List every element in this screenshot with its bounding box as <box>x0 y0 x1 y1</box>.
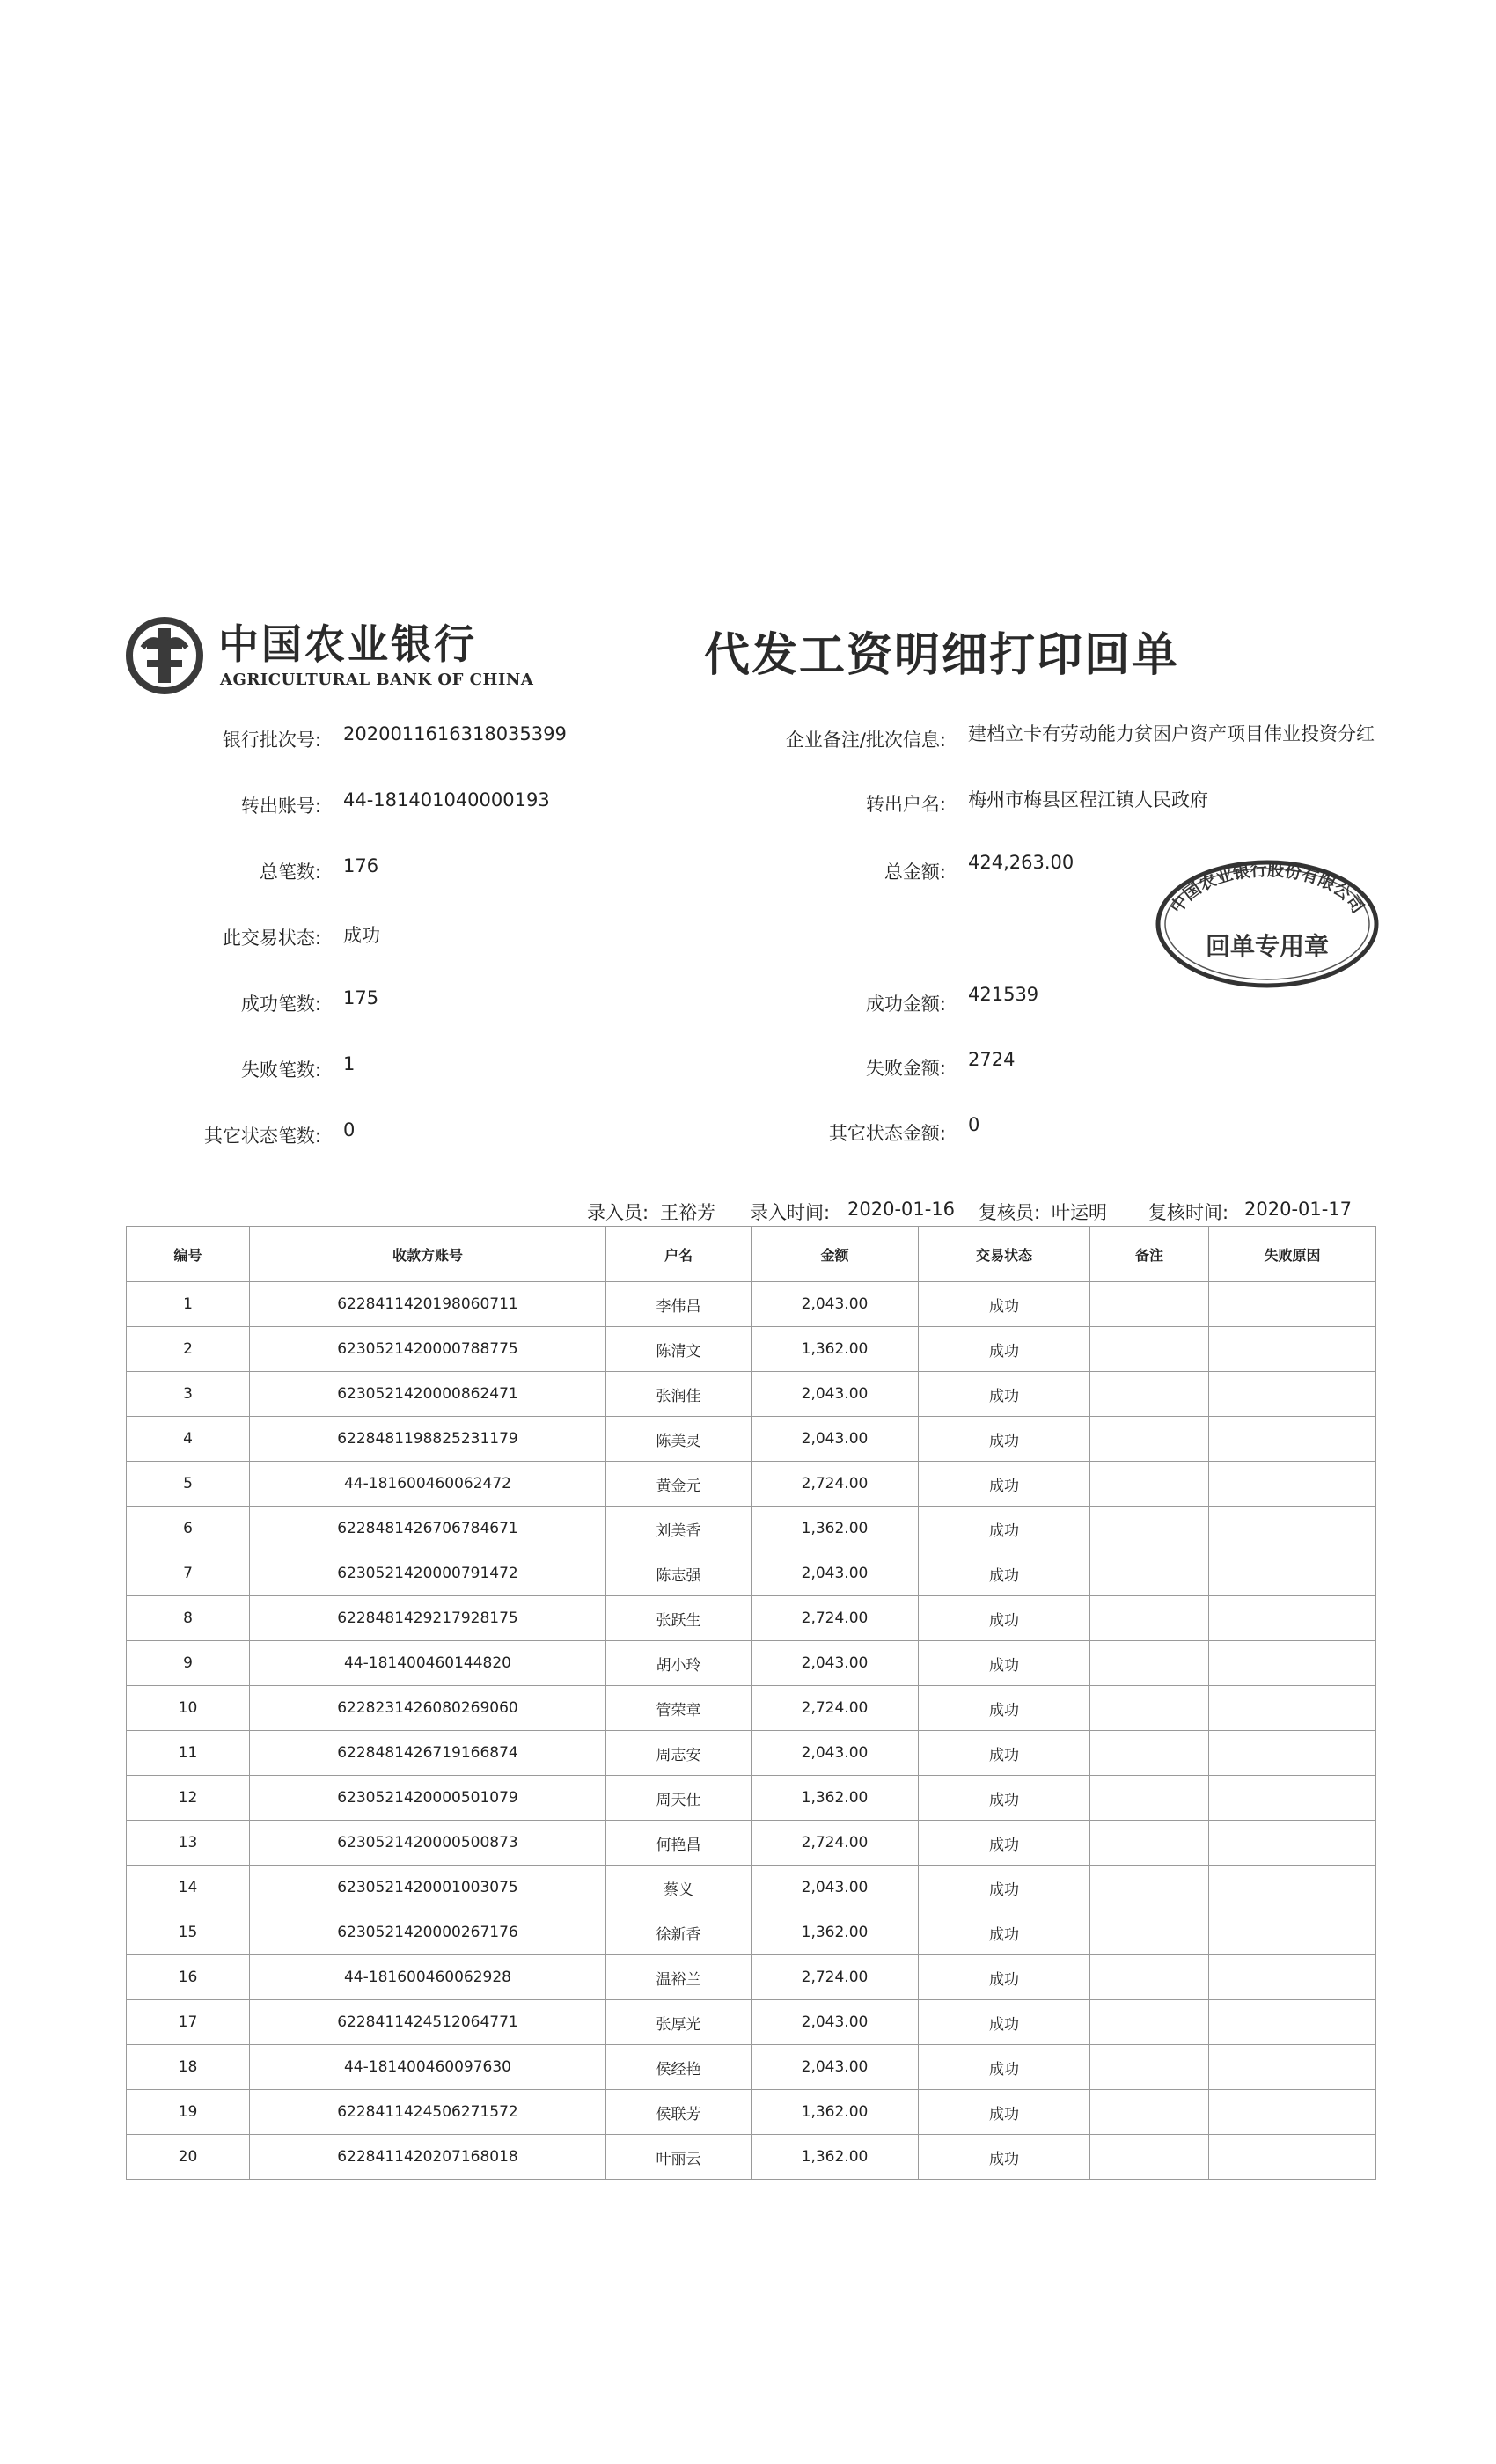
cell-remark <box>1090 1686 1209 1731</box>
table-row <box>127 1462 1376 1507</box>
cell-status: 成功 <box>919 2135 1090 2180</box>
cell-amount: 1,362.00 <box>752 1507 919 1551</box>
cell-status: 成功 <box>919 1910 1090 1955</box>
cell-account: 44-181600460062472 <box>250 1462 606 1507</box>
table-row <box>127 1507 1376 1551</box>
fail-amount-value: 2724 <box>968 1049 1016 1070</box>
cell-status: 成功 <box>919 1821 1090 1866</box>
cell-account: 44-181600460062928 <box>250 1955 606 2000</box>
cell-remark <box>1090 1641 1209 1686</box>
cell-fail-reason <box>1209 1596 1376 1641</box>
cell-amount: 2,043.00 <box>752 2045 919 2090</box>
cell-status: 成功 <box>919 1731 1090 1776</box>
batch-no-value: 2020011616318035399 <box>343 723 567 744</box>
cell-amount: 2,043.00 <box>752 1866 919 1910</box>
cell-amount: 2,043.00 <box>752 1417 919 1462</box>
cell-number: 9 <box>127 1641 250 1686</box>
table-row <box>127 1686 1376 1731</box>
review-label: 复核员: <box>979 1202 1041 1223</box>
cell-remark <box>1090 1372 1209 1417</box>
cell-number: 10 <box>127 1686 250 1731</box>
cell-account: 6230521420000791472 <box>250 1551 606 1596</box>
cell-status: 成功 <box>919 1462 1090 1507</box>
table-row <box>127 1327 1376 1372</box>
table-header-row <box>127 1227 1376 1282</box>
status-label: 此交易状态: <box>222 928 321 949</box>
status-value: 成功 <box>343 925 380 946</box>
cell-number: 13 <box>127 1821 250 1866</box>
bank-name-cn: 中国农业银行 <box>218 620 477 668</box>
success-amount-label: 成功金额: <box>865 994 946 1015</box>
fail-amount-label: 失败金额: <box>865 1058 946 1079</box>
cell-fail-reason <box>1209 1955 1376 2000</box>
out-account-label: 转出账号: <box>240 796 321 817</box>
cell-number: 4 <box>127 1417 250 1462</box>
cell-fail-reason <box>1209 1551 1376 1596</box>
cell-fail-reason <box>1209 1866 1376 1910</box>
cell-amount: 2,043.00 <box>752 1372 919 1417</box>
cell-fail-reason <box>1209 2135 1376 2180</box>
bank-logo <box>125 616 534 695</box>
bank-name-en: AGRICULTURAL BANK OF CHINA <box>220 671 534 689</box>
fail-count-value: 1 <box>343 1053 356 1074</box>
cell-fail-reason <box>1209 1462 1376 1507</box>
cell-remark <box>1090 1910 1209 1955</box>
cell-name: 蔡义 <box>606 1866 752 1910</box>
cell-number: 6 <box>127 1507 250 1551</box>
cell-amount: 2,043.00 <box>752 1641 919 1686</box>
svg-text:中国农业银行股份有限公司 <box>1166 860 1368 917</box>
cell-name: 黄金元 <box>606 1462 752 1507</box>
cell-account: 44-181400460097630 <box>250 2045 606 2090</box>
cell-name: 周志安 <box>606 1731 752 1776</box>
review-time-label: 复核时间: <box>1148 1202 1229 1223</box>
cell-amount: 2,724.00 <box>752 1955 919 2000</box>
cell-remark <box>1090 2000 1209 2045</box>
cell-name: 刘美香 <box>606 1507 752 1551</box>
cell-number: 14 <box>127 1866 250 1910</box>
cell-number: 12 <box>127 1776 250 1821</box>
success-amount-value: 421539 <box>968 984 1039 1005</box>
cell-account: 44-181400460144820 <box>250 1641 606 1686</box>
cell-amount: 2,043.00 <box>752 1731 919 1776</box>
cell-status: 成功 <box>919 1686 1090 1731</box>
other-count-label: 其它状态笔数: <box>203 1126 321 1147</box>
cell-fail-reason <box>1209 1731 1376 1776</box>
cell-account: 6230521420000862471 <box>250 1372 606 1417</box>
cell-name: 陈美灵 <box>606 1417 752 1462</box>
cell-remark <box>1090 1282 1209 1327</box>
cell-remark <box>1090 1507 1209 1551</box>
col-header-status: 交易状态 <box>919 1227 1090 1282</box>
cell-account: 6228481426706784671 <box>250 1507 606 1551</box>
cell-name: 侯经艳 <box>606 2045 752 2090</box>
col-header-fail-reason: 失败原因 <box>1209 1227 1376 1282</box>
cell-remark <box>1090 1955 1209 2000</box>
cell-name: 陈志强 <box>606 1551 752 1596</box>
cell-account: 6228481426719166874 <box>250 1731 606 1776</box>
table-row <box>127 1866 1376 1910</box>
total-amount-label: 总金额: <box>884 862 946 883</box>
out-name-label: 转出户名: <box>865 794 946 815</box>
cell-fail-reason <box>1209 1821 1376 1866</box>
success-count-value: 175 <box>343 987 379 1008</box>
cell-number: 18 <box>127 2045 250 2090</box>
cell-number: 2 <box>127 1327 250 1372</box>
col-header-name: 户名 <box>606 1227 752 1282</box>
cell-number: 1 <box>127 1282 250 1327</box>
abc-coin-logo-icon <box>125 616 204 695</box>
document-title: 代发工资明细打印回单 <box>704 629 1180 682</box>
cell-fail-reason <box>1209 1776 1376 1821</box>
cell-status: 成功 <box>919 1417 1090 1462</box>
cell-account: 6228481198825231179 <box>250 1417 606 1462</box>
cell-fail-reason <box>1209 1327 1376 1372</box>
cell-name: 何艳昌 <box>606 1821 752 1866</box>
cell-number: 7 <box>127 1551 250 1596</box>
cell-name: 李伟昌 <box>606 1282 752 1327</box>
cell-remark <box>1090 1776 1209 1821</box>
cell-status: 成功 <box>919 1282 1090 1327</box>
cell-number: 8 <box>127 1596 250 1641</box>
cell-account: 6228411420198060711 <box>250 1282 606 1327</box>
out-account-value: 44-181401040000193 <box>343 789 550 810</box>
cell-account: 6228231426080269060 <box>250 1686 606 1731</box>
cell-status: 成功 <box>919 1641 1090 1686</box>
batch-no-label: 银行批次号: <box>222 730 321 751</box>
cell-number: 3 <box>127 1372 250 1417</box>
cell-fail-reason <box>1209 2045 1376 2090</box>
review-time: 2020-01-17 <box>1244 1199 1353 1220</box>
cell-remark <box>1090 2135 1209 2180</box>
cell-status: 成功 <box>919 1551 1090 1596</box>
cell-amount: 1,362.00 <box>752 1327 919 1372</box>
cell-status: 成功 <box>919 2000 1090 2045</box>
cell-name: 张跃生 <box>606 1596 752 1641</box>
entry-time: 2020-01-16 <box>847 1199 956 1220</box>
cell-amount: 2,043.00 <box>752 2000 919 2045</box>
cell-number: 17 <box>127 2000 250 2045</box>
cell-account: 6230521420000500873 <box>250 1821 606 1866</box>
entry-time-label: 录入时间: <box>750 1202 831 1223</box>
cell-name: 张厚光 <box>606 2000 752 2045</box>
cell-remark <box>1090 2045 1209 2090</box>
cell-number: 5 <box>127 1462 250 1507</box>
cell-fail-reason <box>1209 1417 1376 1462</box>
remark-label: 企业备注/批次信息: <box>785 730 946 751</box>
cell-fail-reason <box>1209 1282 1376 1327</box>
cell-amount: 2,724.00 <box>752 1462 919 1507</box>
cell-fail-reason <box>1209 1507 1376 1551</box>
cell-fail-reason <box>1209 1372 1376 1417</box>
cell-account: 6230521420000788775 <box>250 1327 606 1372</box>
col-header-account: 收款方账号 <box>250 1227 606 1282</box>
cell-status: 成功 <box>919 1866 1090 1910</box>
cell-status: 成功 <box>919 1507 1090 1551</box>
cell-status: 成功 <box>919 1596 1090 1641</box>
cell-name: 侯联芳 <box>606 2090 752 2135</box>
cell-number: 20 <box>127 2135 250 2180</box>
cell-account: 6230521420001003075 <box>250 1866 606 1910</box>
table-row <box>127 1417 1376 1462</box>
table-row <box>127 1821 1376 1866</box>
other-count-value: 0 <box>343 1119 356 1140</box>
cell-remark <box>1090 1462 1209 1507</box>
table-row <box>127 1776 1376 1821</box>
table-row <box>127 1551 1376 1596</box>
stamp-center-text: 回单专用章 <box>1205 932 1330 961</box>
table-row <box>127 2135 1376 2180</box>
table-row <box>127 1372 1376 1417</box>
table-row <box>127 1596 1376 1641</box>
cell-fail-reason <box>1209 2000 1376 2045</box>
cell-amount: 1,362.00 <box>752 2135 919 2180</box>
cell-status: 成功 <box>919 1327 1090 1372</box>
cell-fail-reason <box>1209 1641 1376 1686</box>
cell-number: 15 <box>127 1910 250 1955</box>
review-name: 叶运明 <box>1052 1202 1107 1223</box>
cell-fail-reason <box>1209 1910 1376 1955</box>
cell-status: 成功 <box>919 2045 1090 2090</box>
cell-status: 成功 <box>919 1372 1090 1417</box>
cell-amount: 2,724.00 <box>752 1596 919 1641</box>
cell-amount: 2,724.00 <box>752 1686 919 1731</box>
other-amount-value: 0 <box>968 1114 980 1135</box>
out-name-value: 梅州市梅县区程江镇人民政府 <box>968 789 1208 810</box>
entry-name: 王裕芳 <box>660 1202 715 1223</box>
table-row <box>127 2045 1376 2090</box>
table-row <box>127 2090 1376 2135</box>
cell-account: 6230521420000267176 <box>250 1910 606 1955</box>
cell-name: 张润佳 <box>606 1372 752 1417</box>
stamp-arc-text: 中国农业银行股份有限公司 <box>1167 860 1368 917</box>
table-row <box>127 1910 1376 1955</box>
cell-remark <box>1090 1821 1209 1866</box>
table-row <box>127 1282 1376 1327</box>
cell-account: 6230521420000501079 <box>250 1776 606 1821</box>
table-row <box>127 2000 1376 2045</box>
col-header-amount: 金额 <box>752 1227 919 1282</box>
cell-name: 周天仕 <box>606 1776 752 1821</box>
cell-number: 16 <box>127 1955 250 2000</box>
col-header-number: 编号 <box>127 1227 250 1282</box>
cell-account: 6228411420207168018 <box>250 2135 606 2180</box>
cell-name: 叶丽云 <box>606 2135 752 2180</box>
cell-name: 徐新香 <box>606 1910 752 1955</box>
cell-amount: 2,043.00 <box>752 1551 919 1596</box>
cell-name: 温裕兰 <box>606 1955 752 2000</box>
cell-fail-reason <box>1209 1686 1376 1731</box>
cell-remark <box>1090 1417 1209 1462</box>
cell-amount: 1,362.00 <box>752 1776 919 1821</box>
cell-fail-reason <box>1209 2090 1376 2135</box>
cell-remark <box>1090 2090 1209 2135</box>
cell-remark <box>1090 1731 1209 1776</box>
cell-remark <box>1090 1327 1209 1372</box>
cell-amount: 1,362.00 <box>752 1910 919 1955</box>
total-count-label: 总笔数: <box>259 862 321 883</box>
cell-amount: 1,362.00 <box>752 2090 919 2135</box>
cell-name: 胡小玲 <box>606 1641 752 1686</box>
cell-name: 陈清文 <box>606 1327 752 1372</box>
cell-status: 成功 <box>919 2090 1090 2135</box>
remark-value: 建档立卡有劳动能力贫困户资产项目伟业投资分红 <box>968 723 1375 744</box>
cell-remark <box>1090 1551 1209 1596</box>
fail-count-label: 失败笔数: <box>240 1060 321 1081</box>
cell-number: 11 <box>127 1731 250 1776</box>
success-count-label: 成功笔数: <box>240 994 321 1015</box>
table-row <box>127 1955 1376 2000</box>
cell-remark <box>1090 1596 1209 1641</box>
entry-label: 录入员: <box>587 1202 649 1223</box>
cell-amount: 2,043.00 <box>752 1282 919 1327</box>
cell-status: 成功 <box>919 1955 1090 2000</box>
cell-remark <box>1090 1866 1209 1910</box>
table-row <box>127 1641 1376 1686</box>
cell-name: 管荣章 <box>606 1686 752 1731</box>
cell-account: 6228411424512064771 <box>250 2000 606 2045</box>
other-amount-label: 其它状态金额: <box>828 1123 946 1144</box>
total-amount-value: 424,263.00 <box>968 852 1074 873</box>
cell-status: 成功 <box>919 1776 1090 1821</box>
table-row <box>127 1731 1376 1776</box>
cell-account: 6228411424506271572 <box>250 2090 606 2135</box>
cell-amount: 2,724.00 <box>752 1821 919 1866</box>
payroll-detail-table <box>126 1226 1376 2180</box>
col-header-remark: 备注 <box>1090 1227 1209 1282</box>
cell-number: 19 <box>127 2090 250 2135</box>
total-count-value: 176 <box>343 855 379 876</box>
cell-account: 6228481429217928175 <box>250 1596 606 1641</box>
official-stamp <box>1153 858 1382 990</box>
